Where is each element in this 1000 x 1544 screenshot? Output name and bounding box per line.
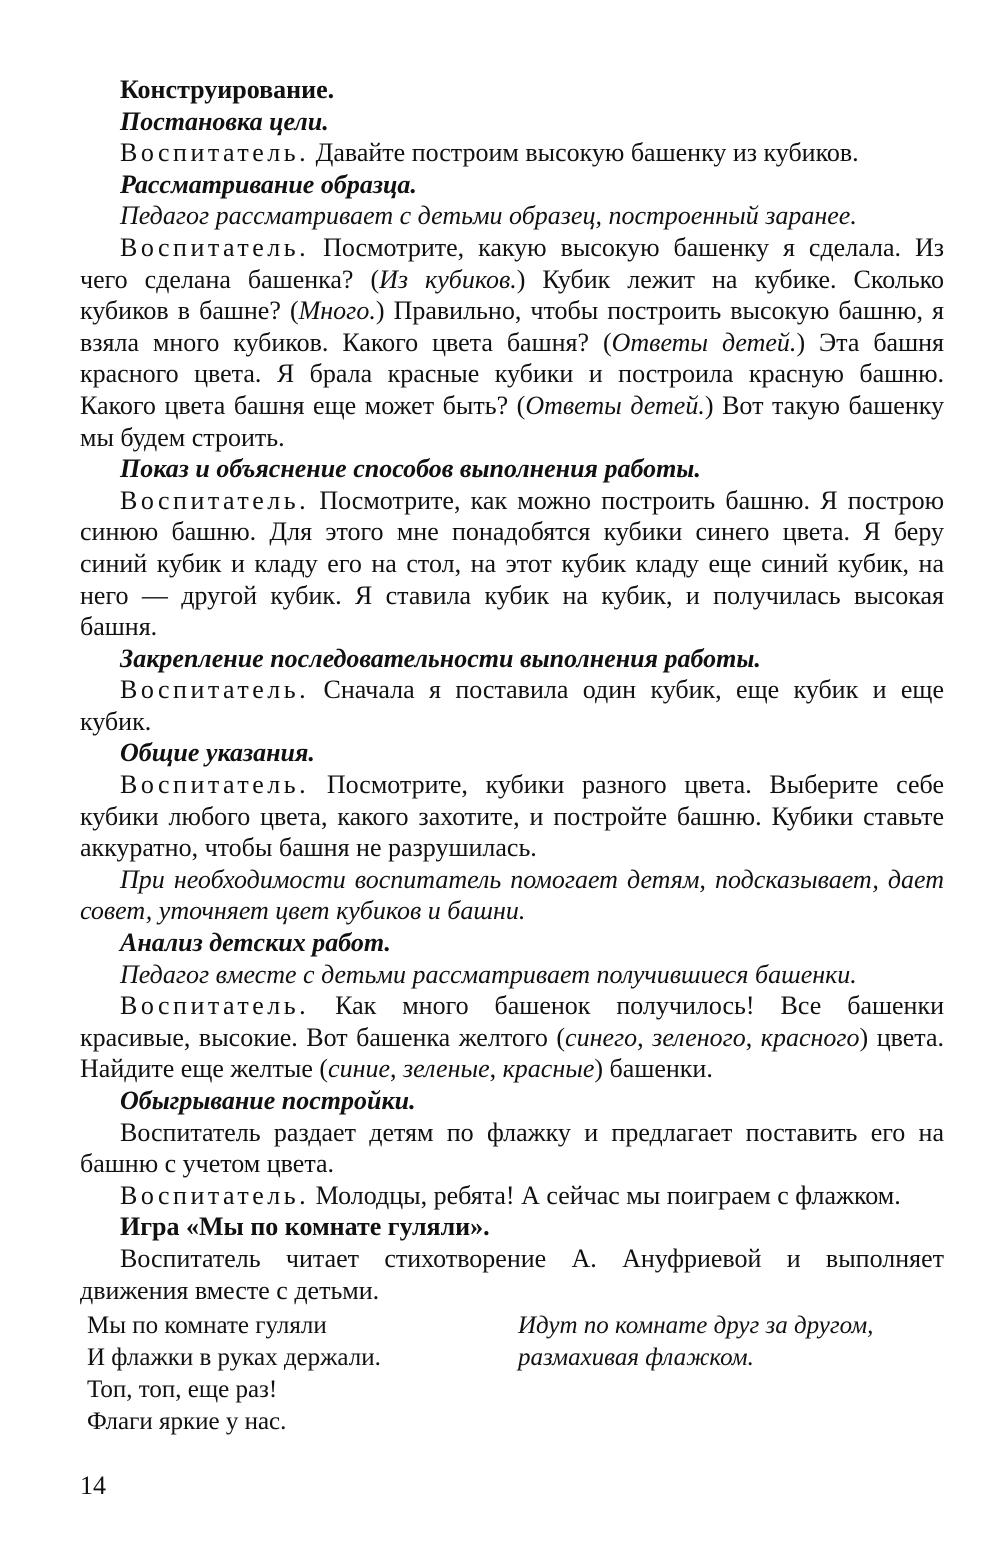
speech-paragraph <box>80 674 944 737</box>
speech-text: Как много башенок получилось! Все башенки красивые, высокие. Вот башенка желтого ( <box>80 991 944 1052</box>
page-number: 14 <box>80 1471 106 1500</box>
teacher-note: Педагог вместе с детьми рассматривает получившиеся башенки. <box>120 959 857 989</box>
step-heading: Общие указания. <box>120 738 315 768</box>
speaker-label: Воспитатель. <box>120 232 310 262</box>
speech-text: ) башенки. <box>594 1054 713 1084</box>
speaker-label: Воспитатель. <box>120 675 310 705</box>
speech-text: Посмотрите, как можно построить башню. Я построю синюю башню. Для этого мне понадобятся кубики синего цвета. Я беру синий кубик и кладу его на стол, на этот кубик кладу еще синий кубик, на него — другой кубик. Я ставила кубик на кубик, и получилась высокая башня. <box>80 485 944 642</box>
italic-remark: Ответы детей. <box>525 390 705 420</box>
italic-remark: красные <box>502 1054 595 1084</box>
step-heading: Постановка цели. <box>120 106 329 136</box>
stage-direction-line: Идут по комнате друг за другом, <box>518 1312 874 1339</box>
italic-remark: красного <box>760 1022 860 1052</box>
speech-paragraph <box>80 232 944 453</box>
poem-stage-direction <box>518 1310 948 1374</box>
speech-text: , <box>390 1054 404 1084</box>
speech-text: ) Правильно, чтобы построить высокую башню, я взяла много кубиков. Какого цвета башня? ( <box>80 296 944 357</box>
speech-text: ) Кубик лежит на кубике. Сколько кубиков в башне? ( <box>80 264 944 326</box>
step-heading: Показ и объяснение способов выполнения работы. <box>120 454 701 484</box>
step-heading: Рассматривание образца. <box>120 169 417 199</box>
speech-text: Посмотрите, какую высокую башенку я сделала. Из чего сделана башенка? ( <box>80 232 944 294</box>
section-heading: Игра «Мы по комнате гуляли». <box>120 1212 490 1242</box>
speech-text: ) цвета. Найдите еще желтые ( <box>80 1022 945 1084</box>
speaker-label: Воспитатель. <box>120 991 310 1021</box>
poem-line: И флажки в руках держали. <box>87 1344 381 1371</box>
speech-text: Сначала я поставила один кубик, еще кубик и еще кубик. <box>80 675 944 736</box>
speech-text: , <box>489 1054 503 1084</box>
speaker-label: Воспитатель. <box>120 485 310 515</box>
speech-paragraph <box>80 1180 944 1212</box>
speech-paragraph <box>80 990 944 1085</box>
speech-text: Давайте построим высокую башенку из кубиков. <box>309 138 859 168</box>
speech-text: Посмотрите, кубики разного цвета. Выберите себе кубики любого цвета, какого захотите, и постройте башню. Кубики ставьте аккуратно, чтобы башня не разрушилась. <box>80 770 944 863</box>
paragraph: Воспитатель читает стихотворение А. Ануфриевой и выполняет движения вместе с детьми. <box>80 1243 944 1305</box>
teacher-note: При необходимости воспитатель помогает детям, подсказывает, дает совет, уточняет цвет кубиков и башни. <box>80 864 944 926</box>
teacher-note: Педагог рассматривает с детьми образец, построенный заранее. <box>120 201 857 231</box>
speaker-label: Воспитатель. <box>120 1180 310 1210</box>
speech-paragraph <box>80 485 944 643</box>
speech-text: Молодцы, ребята! А сейчас мы поиграем с флажком. <box>309 1180 901 1210</box>
paragraph: Воспитатель раздает детям по флажку и предлагает поставить его на башню с учетом цвета. <box>80 1117 944 1179</box>
speaker-label: Воспитатель. <box>120 138 310 168</box>
italic-remark: Из кубиков. <box>379 264 517 294</box>
italic-remark: синего <box>565 1022 638 1052</box>
speech-text: ) Эта башня красного цвета. Я брала красные кубики и построила красную башню. Какого цвета башня еще может быть? ( <box>80 327 944 420</box>
speech-text: , <box>637 1022 653 1052</box>
speaker-label: Воспитатель. <box>120 770 310 800</box>
italic-remark: зеленые <box>403 1054 490 1084</box>
speech-paragraph <box>80 137 944 169</box>
poem-line: Флаги яркие у нас. <box>87 1408 287 1435</box>
poem-verses <box>87 1310 381 1438</box>
italic-remark: зеленого <box>652 1022 746 1052</box>
speech-text: ) Вот такую башенку мы будем строить. <box>80 390 944 452</box>
poem-line: Топ, топ, еще раз! <box>87 1376 278 1403</box>
speech-paragraph <box>80 769 944 864</box>
step-heading: Закрепление последовательности выполнения работы. <box>120 643 761 673</box>
poem-line: Мы по комнате гуляли <box>87 1312 327 1339</box>
stage-direction-line: размахивая флажком. <box>518 1344 754 1371</box>
italic-remark: Много. <box>298 296 376 326</box>
italic-remark: синие <box>328 1054 391 1084</box>
step-heading: Анализ детских работ. <box>120 928 391 958</box>
step-heading: Обыгрывание постройки. <box>120 1086 416 1115</box>
section-heading: Конструирование. <box>120 75 335 104</box>
speech-text: , <box>745 1022 761 1052</box>
italic-remark: Ответы детей. <box>611 327 797 357</box>
body-text <box>80 74 944 1306</box>
